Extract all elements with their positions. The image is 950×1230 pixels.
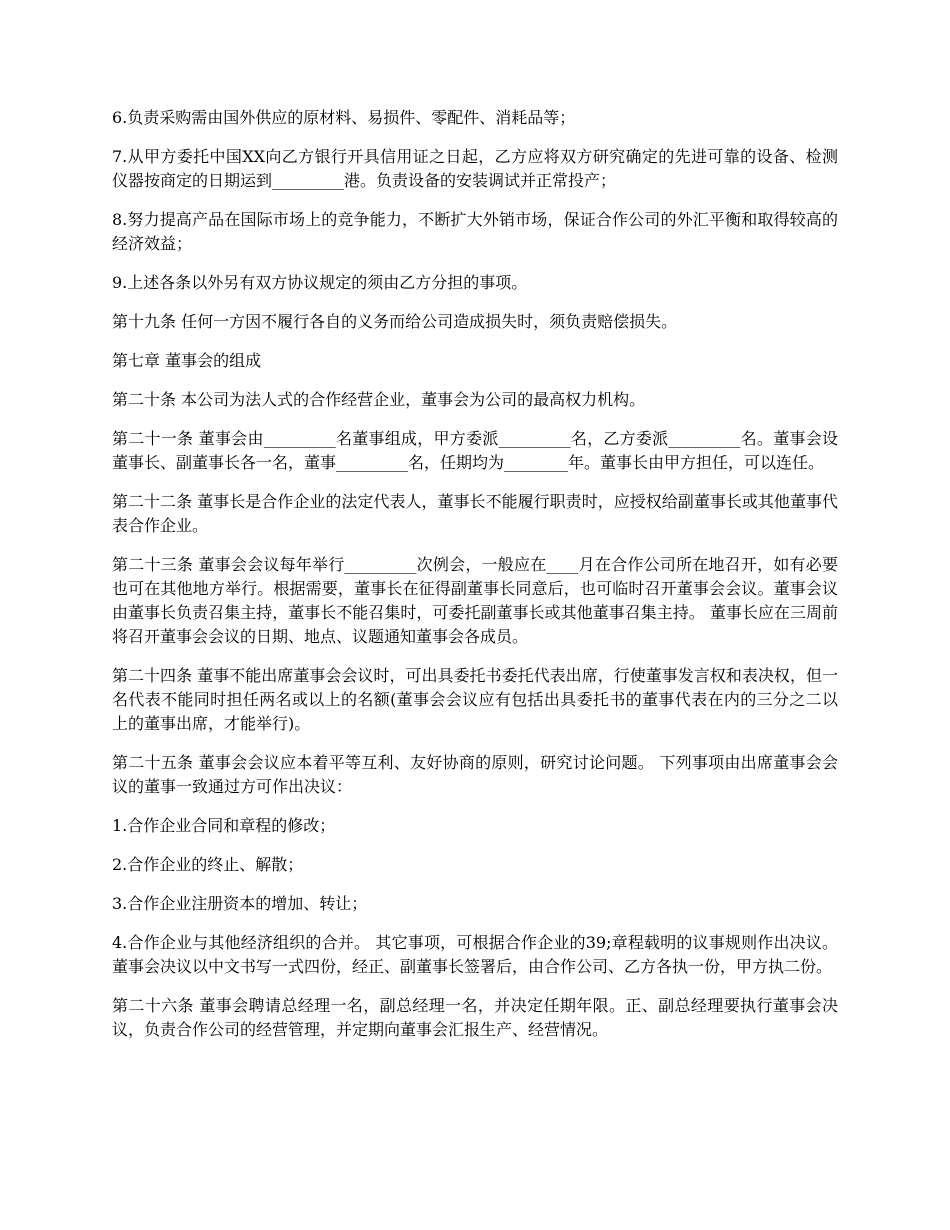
article-19: 第十九条 任何一方因不履行各自的义务而给公司造成损失时，须负责赔偿损失。 — [112, 312, 678, 331]
paragraph-item-6: 6.负责采购需由国外供应的原材料、易损件、零配件、消耗品等； — [112, 108, 576, 127]
article-22: 第二十二条 董事长是合作企业的法定代表人，董事长不能履行职责时，应授权给副董事长或其他董事代表合作企业。 — [112, 492, 838, 535]
article-20: 第二十条 本公司为法人式的合作经营企业，董事会为公司的最高权力机构。 — [112, 390, 646, 409]
resolution-item-2: 2.合作企业的终止、解散； — [112, 855, 304, 874]
paragraph-item-9: 9.上述各条以外另有双方协议规定的须由乙方分担的事项。 — [112, 273, 528, 292]
resolution-item-4: 4.合作企业与其他经济组织的合并。 其它事项，可根据合作企业的39;章程载明的议事规则作出决议。董事会决议以中文书写一式四份，经正、副董事长签署后，由合作公司、乙方各执一份，甲方执二份。 — [112, 933, 838, 976]
article-25: 第二十五条 董事会会议应本着平等互利、友好协商的原则，研究讨论问题。 下列事项由出席董事会会议的董事一致通过方可作出决议： — [112, 753, 838, 796]
paragraph-item-7: 7.从甲方委托中国XX向乙方银行开具信用证之日起，乙方应将双方研究确定的先进可靠的设备、检测仪器按商定的日期运到_________港。负责设备的安装调试并正常投产； — [112, 147, 838, 190]
article-24: 第二十四条 董事不能出席董事会会议时，可出具委托书委托代表出席，行使董事发言权和表决权，但一名代表不能同时担任两名或以上的名额(董事会会议应有包括出具委托书的董事代表在内的三分之二以上的董事出席，才能举行)。 — [112, 666, 838, 733]
article-26: 第二十六条 董事会聘请总经理一名，副总经理一名，并决定任期年限。正、副总经理要执行董事会决议，负责合作公司的经营管理，并定期向董事会汇报生产、经营情况。 — [112, 996, 838, 1039]
document-page — [112, 106, 838, 1057]
chapter-7-heading: 第七章 董事会的组成 — [112, 351, 262, 370]
article-23: 第二十三条 董事会会议每年举行_________次例会，一般应在____月在合作公司所在地召开，如有必要也可在其他地方举行。根据需要，董事长在征得副董事长同意后，也可临时召开董事会会议。董事会议由董事长负责召集主持，董事长不能召集时，可委托副董事长或其他董事召集主持。 董事长应在三周前将召开董事会会议的日期、地点、议题通知董事会各成员。 — [112, 555, 838, 646]
paragraph-item-8: 8.努力提高产品在国际市场上的竞争能力，不断扩大外销市场，保证合作公司的外汇平衡和取得较高的经济效益； — [112, 210, 838, 253]
resolution-item-3: 3.合作企业注册资本的增加、转让； — [112, 894, 368, 913]
article-21: 第二十一条 董事会由_________名董事组成，甲方委派_________名，乙方委派_________名。董事会设董事长、副董事长各一名，董事_________名，任期均为________年。董事长由甲方担任，可以连任。 — [112, 429, 838, 472]
resolution-item-1: 1.合作企业合同和章程的修改； — [112, 816, 336, 835]
